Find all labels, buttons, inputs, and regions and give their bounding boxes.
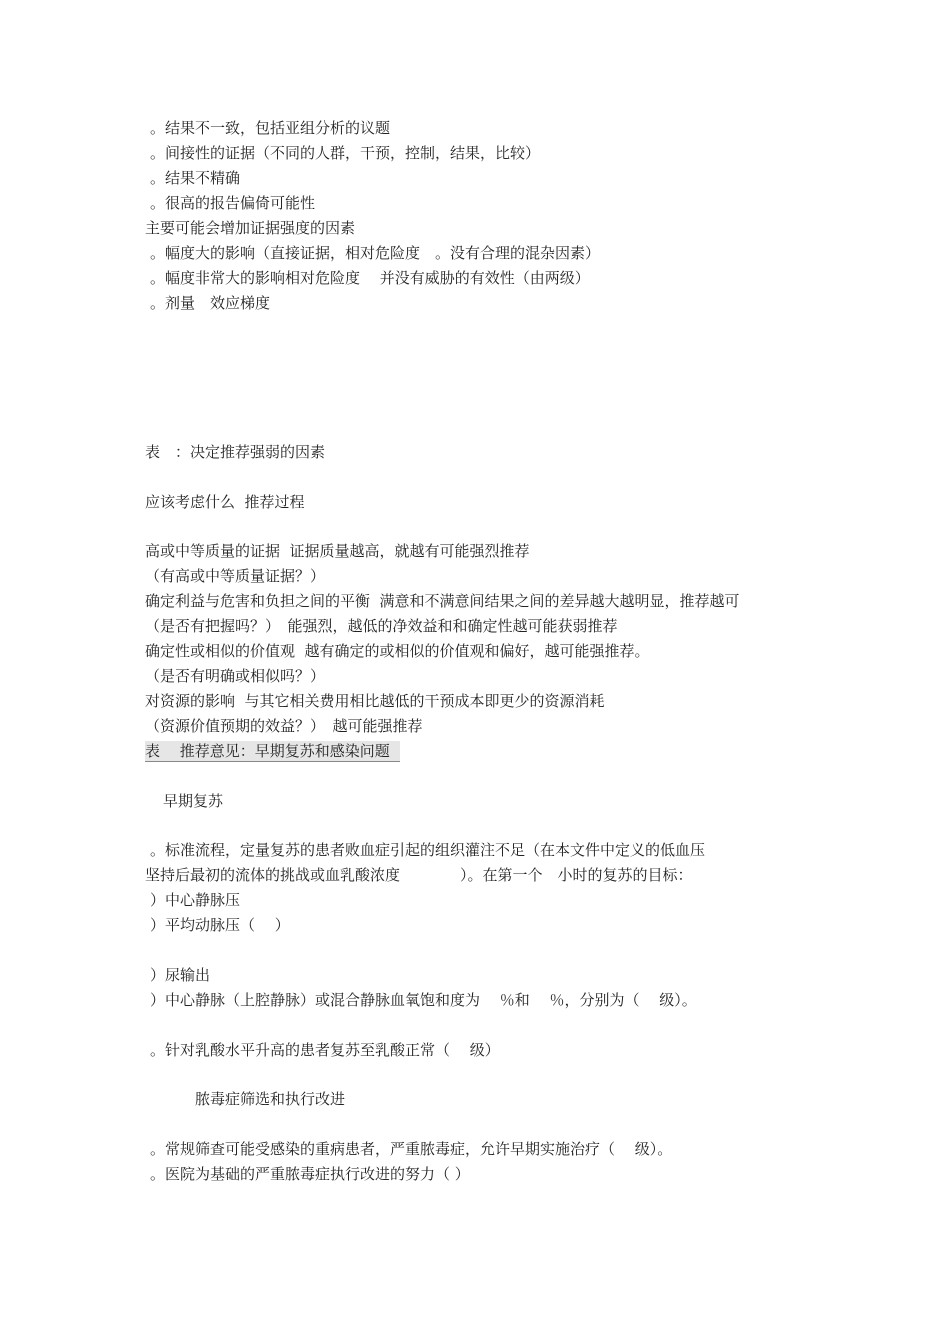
table1-row: （是否有把握吗？） 能强烈，越低的净效益和和确定性越可能获弱推荐 bbox=[145, 617, 618, 635]
downgrade-item: 。结果不一致，包括亚组分析的议题 bbox=[150, 119, 391, 137]
early-resuscitation-goal: ）平均动脉压（ ） bbox=[150, 916, 290, 934]
table1-row: （资源价值预期的效益？） 越可能强推荐 bbox=[145, 717, 423, 735]
early-resuscitation-line: 坚持后最初的流体的挑战或血乳酸浓度 ）。在第一个 小时的复苏的目标： bbox=[145, 866, 693, 884]
table1-row: （是否有明确或相似吗？） bbox=[145, 667, 326, 685]
sepsis-screening-line: 。常规筛查可能受感染的重病患者，严重脓毒症，允许早期实施治疗（ 级）。 bbox=[150, 1140, 673, 1158]
table1-row: 确定性或相似的价值观 越有确定的或相似的价值观和偏好，越可能强推荐。 bbox=[145, 642, 650, 660]
table2-caption: 表 推荐意见：早期复苏和感染问题 bbox=[145, 741, 400, 762]
table1-row: （有高或中等质量证据？） bbox=[145, 567, 326, 585]
early-resuscitation-line: 。针对乳酸水平升高的患者复苏至乳酸正常（ 级） bbox=[150, 1041, 500, 1059]
upgrade-item: 。幅度非常大的影响相对危险度 并没有威胁的有效性（由两级） bbox=[150, 269, 590, 287]
table1-row: 确定利益与危害和负担之间的平衡 满意和不满意间结果之间的差异越大越明显，推荐越可 bbox=[145, 592, 740, 610]
sepsis-screening-line: 。医院为基础的严重脓毒症执行改进的努力（ ） bbox=[150, 1165, 470, 1183]
upgrade-item: 。幅度大的影响（直接证据，相对危险度 。没有合理的混杂因素） bbox=[150, 244, 601, 262]
upgrade-item: 。剂量 效应梯度 bbox=[150, 294, 271, 312]
early-resuscitation-goal: ）尿输出 bbox=[150, 966, 211, 984]
early-resuscitation-goal: ）中心静脉压 bbox=[150, 891, 241, 909]
table1-caption: 表 ：决定推荐强弱的因素 bbox=[145, 443, 326, 461]
downgrade-item: 。结果不精确 bbox=[150, 169, 241, 187]
downgrade-item: 。间接性的证据（不同的人群，干预，控制，结果，比较） bbox=[150, 144, 541, 162]
section-title-early-resuscitation: 早期复苏 bbox=[163, 792, 224, 810]
table1-row: 高或中等质量的证据 证据质量越高，就越有可能强烈推荐 bbox=[145, 542, 530, 560]
table1-row: 对资源的影响 与其它相关费用相比越低的干预成本即更少的资源消耗 bbox=[145, 692, 605, 710]
table1-header: 应该考虑什么 推荐过程 bbox=[145, 493, 305, 511]
downgrade-item: 。很高的报告偏倚可能性 bbox=[150, 194, 316, 212]
section-title-sepsis-screening: 脓毒症筛选和执行改进 bbox=[195, 1090, 346, 1108]
upgrade-heading: 主要可能会增加证据强度的因素 bbox=[145, 219, 356, 237]
early-resuscitation-line: 。标准流程，定量复苏的患者败血症引起的组织灌注不足（在本文件中定义的低血压 bbox=[150, 841, 706, 859]
early-resuscitation-goal: ）中心静脉（上腔静脉）或混合静脉血氧饱和度为 ％和 ％，分别为（ 级）。 bbox=[150, 991, 697, 1009]
